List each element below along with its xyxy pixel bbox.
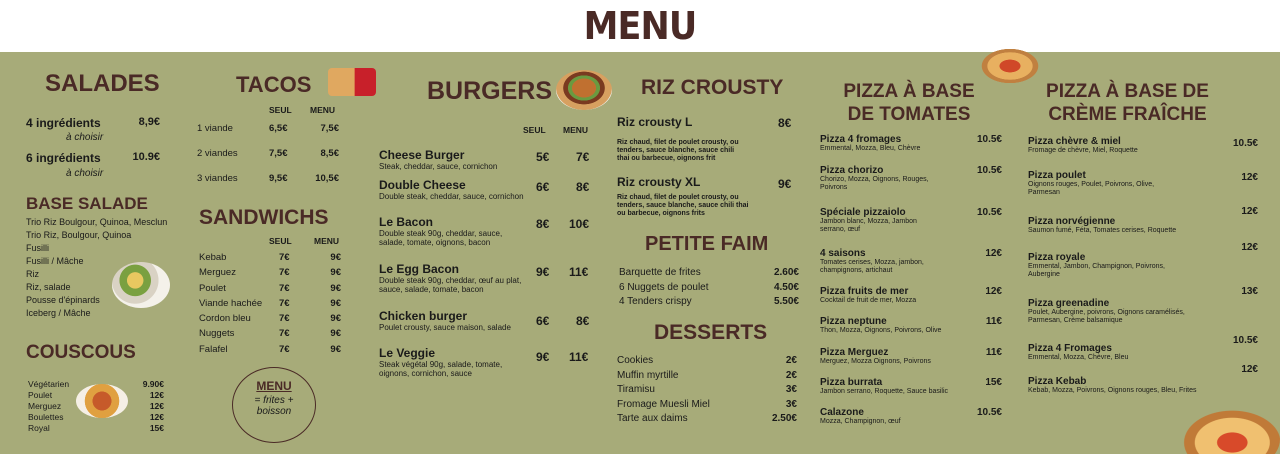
dessert-name: Fromage Muesli Miel	[617, 398, 710, 410]
salade-6-name: 6 ingrédients	[26, 151, 101, 165]
sandwich-row	[199, 281, 341, 296]
pizza-item	[820, 286, 1002, 316]
petite-faim-name: 6 Nuggets de poulet	[619, 281, 709, 293]
sandwich-row	[199, 250, 341, 265]
dessert-name: Tiramisu	[617, 384, 655, 395]
menu-badge-line1: = frites +	[254, 395, 294, 406]
sandwich-menu: 9€	[330, 328, 341, 340]
pizza-tomate-heading-line1: PIZZA À BASE	[843, 81, 975, 102]
sandwich-menu: 9€	[330, 297, 341, 309]
sandwich-seul: 7€	[279, 343, 290, 355]
sandwich-seul: 7€	[279, 282, 290, 294]
pizza-desc: Jambon blanc, Mozza, Jambon serrano, œuf	[820, 218, 917, 233]
burgers-col-menu: MENU	[563, 125, 589, 135]
pizza-desc: Poulet, Aubergine, poivrons, Oignons caramélisés, Parmesan, Crème balsamique	[1028, 309, 1185, 324]
burger-seul: 5€	[536, 150, 550, 164]
petite-faim-price: 2.60€	[773, 267, 799, 278]
pizza-name: Pizza 4 Fromages	[1028, 343, 1112, 354]
menu-badge-title: MENU	[256, 379, 292, 393]
burger-name: Le Veggie	[379, 346, 436, 360]
pizza-desc: Kebab, Mozza, Poivrons, Oignons rouges, Bleu, Frites	[1028, 387, 1197, 394]
tacos-name: 3 viandes	[197, 173, 238, 184]
sandwich-seul: 7€	[279, 267, 290, 279]
pizza-price: 12€	[985, 248, 1002, 259]
pizza-item	[1028, 335, 1258, 376]
pizza-item	[820, 407, 1002, 431]
burger-desc: Steak végétal 90g, salade, tomate, oignons, cornichon, sauce	[379, 360, 503, 378]
pizza-photo-bottom	[1174, 404, 1280, 454]
tacos-name: 1 viande	[197, 123, 233, 134]
menu-logo: MENU	[583, 4, 697, 48]
pizza-price: 13€	[1241, 286, 1258, 297]
base-salade-heading: BASE SALADE	[26, 194, 148, 213]
couscous-price: 12€	[149, 390, 164, 400]
desserts-heading: DESSERTS	[654, 321, 768, 344]
burger-menu: 10€	[569, 217, 590, 231]
couscous-name: Merguez	[28, 401, 62, 411]
pizza-name: Pizza Merguez	[820, 347, 889, 358]
riz-xl-name: Riz crousty XL	[617, 175, 701, 189]
sandwich-name: Falafel	[199, 343, 228, 355]
petite-faim-name: 4 Tenders crispy	[619, 296, 692, 307]
sandwich-name: Kebab	[199, 252, 227, 263]
tacos-col-menu: MENU	[310, 105, 336, 115]
pizza-item	[1028, 286, 1258, 343]
burger-name: Le Bacon	[379, 215, 434, 229]
pizza-desc: Fromage de chèvre, Miel, Roquette	[1028, 147, 1138, 154]
sandwich-menu: 9€	[330, 313, 341, 325]
pizza-name: Calazone	[820, 407, 864, 418]
base-salade-item: Trio Riz, Boulgour, Quinoa	[26, 230, 132, 240]
pizza-desc: Mozza, Champignon, œuf	[820, 418, 901, 425]
burger-desc: Poulet crousty, sauce maison, salade	[379, 323, 511, 332]
burgers-col-seul: SEUL	[523, 125, 546, 135]
base-salade-item: Riz, salade	[26, 282, 71, 292]
pizza-name: Pizza poulet	[1028, 170, 1086, 181]
petite-faim-price: 5.50€	[773, 296, 799, 307]
dessert-name: Tarte aux daims	[617, 413, 688, 424]
sandwich-menu: 9€	[330, 282, 341, 294]
petite-faim-list	[619, 266, 799, 310]
base-salade-item: Iceberg / Mâche	[26, 308, 91, 318]
couscous-name: Royal	[28, 423, 50, 433]
sandwich-seul: 7€	[279, 328, 290, 340]
burger-menu: 11€	[569, 350, 589, 364]
tacos-menu: 10,5€	[315, 173, 339, 184]
dessert-row	[617, 412, 797, 427]
sandwich-menu: 9€	[330, 267, 341, 279]
couscous-row	[28, 423, 164, 434]
pizza-item	[820, 207, 1002, 248]
tacos-seul: 9,5€	[269, 173, 288, 184]
pizza-price: 10.5€	[1232, 335, 1258, 346]
pizza-desc: Saumon fumé, Féta, Tomates cerises, Roquette	[1028, 227, 1177, 234]
couscous-price: 9.90€	[142, 379, 164, 389]
pizza-desc: Jambon serrano, Roquette, Sauce basilic	[820, 388, 949, 395]
sandwich-row	[199, 311, 341, 326]
salade-4-name: 4 ingrédients	[26, 116, 101, 130]
burger-item	[379, 346, 591, 378]
pizza-creme-heading	[1030, 80, 1225, 126]
pizza-name: Pizza norvégienne	[1028, 216, 1116, 227]
salade-4-sub: à choisir	[66, 132, 104, 143]
pizza-price: 12€	[1241, 206, 1258, 217]
riz-l-desc: Riz chaud, filet de poulet crousty, ou tenders, sauce blanche, sauce chili thai ou barbecue, oignons frit	[617, 139, 739, 162]
tacos-list	[197, 123, 339, 198]
riz-xl-desc: Riz chaud, filet de poulet crousty, ou tenders, sauce blanche, sauce chili thai ou barbecue, oignons frits	[617, 194, 749, 217]
tacos-row	[197, 123, 339, 148]
burger-item	[379, 178, 591, 201]
pizza-creme-list	[1028, 136, 1258, 402]
burger-menu: 7€	[576, 150, 590, 164]
base-salade-item: Fusilli / Mâche	[26, 256, 84, 266]
sandwich-menu: 9€	[330, 343, 341, 355]
pizza-desc: Cocktail de fruit de mer, Mozza	[820, 297, 917, 304]
pizza-item	[1028, 242, 1258, 298]
desserts-list	[617, 354, 797, 427]
couscous-name: Boulettes	[28, 412, 64, 422]
tacos-seul: 7,5€	[269, 148, 288, 159]
pizza-creme-heading-line2: CRÈME FRAÎCHE	[1048, 104, 1207, 125]
petite-faim-price: 4.50€	[773, 281, 799, 293]
salade-6-price: 10.9€	[132, 151, 160, 163]
pizza-desc: Emmental, Mozza, Bleu, Chèvre	[820, 145, 921, 152]
burgers-heading: BURGERS	[427, 77, 553, 105]
sandwich-seul: 7€	[279, 297, 290, 309]
burger-photo	[556, 70, 612, 110]
dessert-row	[617, 369, 797, 384]
pizza-desc: Tomates cerises, Mozza, jambon, champignons, artichaut	[820, 259, 924, 274]
tacos-menu: 8,5€	[320, 148, 339, 159]
pizza-creme-heading-line1: PIZZA À BASE DE	[1046, 81, 1209, 102]
dessert-price: 3€	[785, 398, 797, 410]
sandwich-row	[199, 265, 341, 280]
base-salade-item: Trio Riz Boulgour, Quinoa, Mesclun	[26, 217, 168, 227]
pizza-item	[820, 347, 1002, 377]
burger-menu: 11€	[569, 265, 589, 279]
dessert-price: 2€	[785, 369, 797, 381]
couscous-photo	[76, 384, 128, 418]
tacos-col-seul: SEUL	[269, 105, 292, 115]
pizza-price: 12€	[1241, 172, 1258, 183]
pizza-desc: Emmental, Mozza, Chèvre, Bleu	[1028, 354, 1129, 361]
couscous-name: Végétarien	[28, 379, 70, 389]
menu-badge-line2: boisson	[256, 406, 292, 417]
pizza-price: 11€	[985, 316, 1002, 327]
pizza-price: 10.5€	[1232, 138, 1258, 149]
pizza-price: 12€	[985, 286, 1002, 297]
pizza-item	[820, 134, 1002, 165]
pizza-name: Pizza Kebab	[1028, 376, 1087, 387]
couscous-price: 12€	[149, 412, 164, 422]
pizza-desc: Chorizo, Mozza, Oignons, Rouges, Poivrons	[820, 176, 929, 191]
sandwichs-col-menu: MENU	[314, 236, 340, 246]
couscous-name: Poulet	[28, 390, 53, 400]
sandwichs-heading: SANDWICHS	[199, 206, 329, 229]
petite-faim-row	[619, 295, 799, 310]
sandwich-name: Viande hachée	[199, 297, 263, 309]
couscous-price: 15€	[149, 423, 164, 433]
burger-name: Double Cheese	[379, 178, 466, 192]
riz-xl-price: 9€	[778, 177, 792, 191]
salades-heading: SALADES	[45, 70, 160, 97]
sandwich-name: Nuggets	[199, 328, 235, 340]
couscous-heading: COUSCOUS	[26, 342, 136, 363]
pizza-item	[1028, 364, 1258, 402]
pizza-price: 12€	[1241, 242, 1258, 253]
sandwichs-col-seul: SEUL	[269, 236, 292, 246]
pizza-price: 15€	[985, 377, 1002, 388]
pizza-tomate-heading	[839, 80, 979, 126]
pizza-price: 12€	[1241, 364, 1258, 375]
pizza-item	[820, 165, 1002, 207]
sandwichs-list	[199, 250, 341, 357]
pizza-price: 10.5€	[976, 407, 1002, 418]
burger-name: Chicken burger	[379, 309, 468, 323]
burger-desc: Double steak 90g, cheddar, sauce, salade, tomate, oignons, bacon	[379, 229, 503, 247]
tacos-heading: TACOS	[236, 72, 312, 97]
pizza-item	[1028, 206, 1258, 252]
pizza-desc: Thon, Mozza, Oignons, Poivrons, Olive	[820, 327, 942, 334]
pizza-name: Pizza royale	[1028, 252, 1086, 263]
dessert-price: 2.50€	[771, 413, 797, 424]
base-salade-item: Fusilli	[26, 243, 50, 253]
pizza-tomate-heading-line2: DE TOMATES	[847, 104, 971, 125]
menu-board	[0, 52, 1280, 454]
pizza-name: Pizza fruits de mer	[820, 286, 909, 297]
burger-desc: Double steak, cheddar, sauce, cornichon	[379, 192, 524, 201]
sandwich-row	[199, 296, 341, 311]
header	[0, 0, 1280, 52]
sandwich-row	[199, 326, 341, 341]
dessert-price: 2€	[785, 355, 797, 366]
petite-faim-row	[619, 281, 799, 296]
pizza-item	[820, 377, 1002, 407]
riz-l-price: 8€	[778, 116, 792, 130]
burger-seul: 6€	[536, 180, 550, 194]
sandwich-menu: 9€	[330, 252, 341, 263]
sandwich-row	[199, 342, 341, 357]
petite-faim-name: Barquette de frites	[619, 267, 701, 278]
burger-desc: Steak, cheddar, sauce, cornichon	[379, 162, 498, 171]
burger-seul: 6€	[536, 314, 550, 328]
pizza-desc: Emmental, Jambon, Champignon, Poivrons, Aubergine	[1028, 263, 1165, 278]
pizza-name: 4 saisons	[820, 248, 866, 259]
salad-bowl-photo	[112, 262, 170, 308]
base-salade-item: Riz	[26, 269, 39, 279]
salade-4-price: 8,9€	[138, 116, 160, 128]
pizza-item	[1028, 170, 1258, 216]
sandwich-name: Poulet	[199, 282, 226, 294]
pizza-name: Pizza chèvre & miel	[1028, 136, 1121, 147]
petite-faim-row	[619, 266, 799, 281]
tacos-seul: 6,5€	[269, 123, 288, 134]
burger-menu: 8€	[576, 314, 590, 328]
pizza-name: Pizza 4 fromages	[820, 134, 902, 145]
burger-seul: 9€	[536, 350, 550, 364]
burger-seul: 9€	[536, 265, 550, 279]
couscous-price: 12€	[149, 401, 164, 411]
tacos-menu: 7,5€	[320, 123, 339, 134]
sandwich-name: Cordon bleu	[199, 313, 251, 325]
burger-item	[379, 148, 591, 171]
tacos-name: 2 viandes	[197, 148, 238, 159]
pizza-desc: Merguez, Mozza Oignons, Poivrons	[820, 358, 931, 365]
menu-badge	[232, 367, 316, 443]
pizza-name: Pizza chorizo	[820, 165, 884, 176]
dessert-price: 3€	[785, 384, 797, 395]
dessert-row	[617, 398, 797, 413]
burger-desc: Double steak 90g, cheddar, œuf au plat, sauce, salade, tomate, bacon	[379, 276, 522, 294]
base-salade-item: Pousse d'épinards	[26, 295, 100, 305]
sandwich-seul: 7€	[279, 252, 290, 263]
pizza-price: 11€	[985, 347, 1002, 358]
dessert-name: Cookies	[617, 355, 654, 366]
burger-name: Le Egg Bacon	[379, 262, 460, 276]
pizza-desc: Oignons rouges, Poulet, Poivrons, Olive, Parmesan	[1028, 181, 1155, 196]
pizza-price: 10.5€	[976, 207, 1002, 218]
tacos-photo	[328, 68, 376, 96]
burger-item	[379, 309, 591, 332]
sandwich-name: Merguez	[199, 267, 236, 279]
dessert-name: Muffin myrtille	[617, 369, 679, 381]
pizza-item	[1028, 136, 1258, 170]
pizza-name: Pizza burrata	[820, 377, 883, 388]
tacos-row	[197, 173, 339, 198]
dessert-row	[617, 354, 797, 369]
pizza-item	[820, 248, 1002, 286]
pizza-name: Spéciale pizzaiolo	[820, 207, 906, 218]
pizza-price: 10.5€	[976, 165, 1002, 176]
burger-menu: 8€	[576, 180, 590, 194]
petite-faim-heading: PETITE FAIM	[645, 233, 769, 255]
pizza-tomate-list	[820, 134, 1002, 431]
riz-crousty-heading: RIZ CROUSTY	[641, 76, 784, 99]
riz-l-name: Riz crousty L	[617, 115, 693, 129]
burger-item	[379, 262, 591, 294]
pizza-item	[820, 316, 1002, 347]
burger-item	[379, 215, 591, 247]
sandwich-seul: 7€	[279, 313, 290, 325]
burger-name: Cheese Burger	[379, 148, 465, 162]
burger-seul: 8€	[536, 217, 550, 231]
salade-6-sub: à choisir	[66, 168, 104, 179]
pizza-name: Pizza neptune	[820, 316, 887, 327]
dessert-row	[617, 383, 797, 398]
tacos-row	[197, 148, 339, 173]
pizza-price: 10.5€	[976, 134, 1002, 145]
pizza-name: Pizza greenadine	[1028, 298, 1110, 309]
